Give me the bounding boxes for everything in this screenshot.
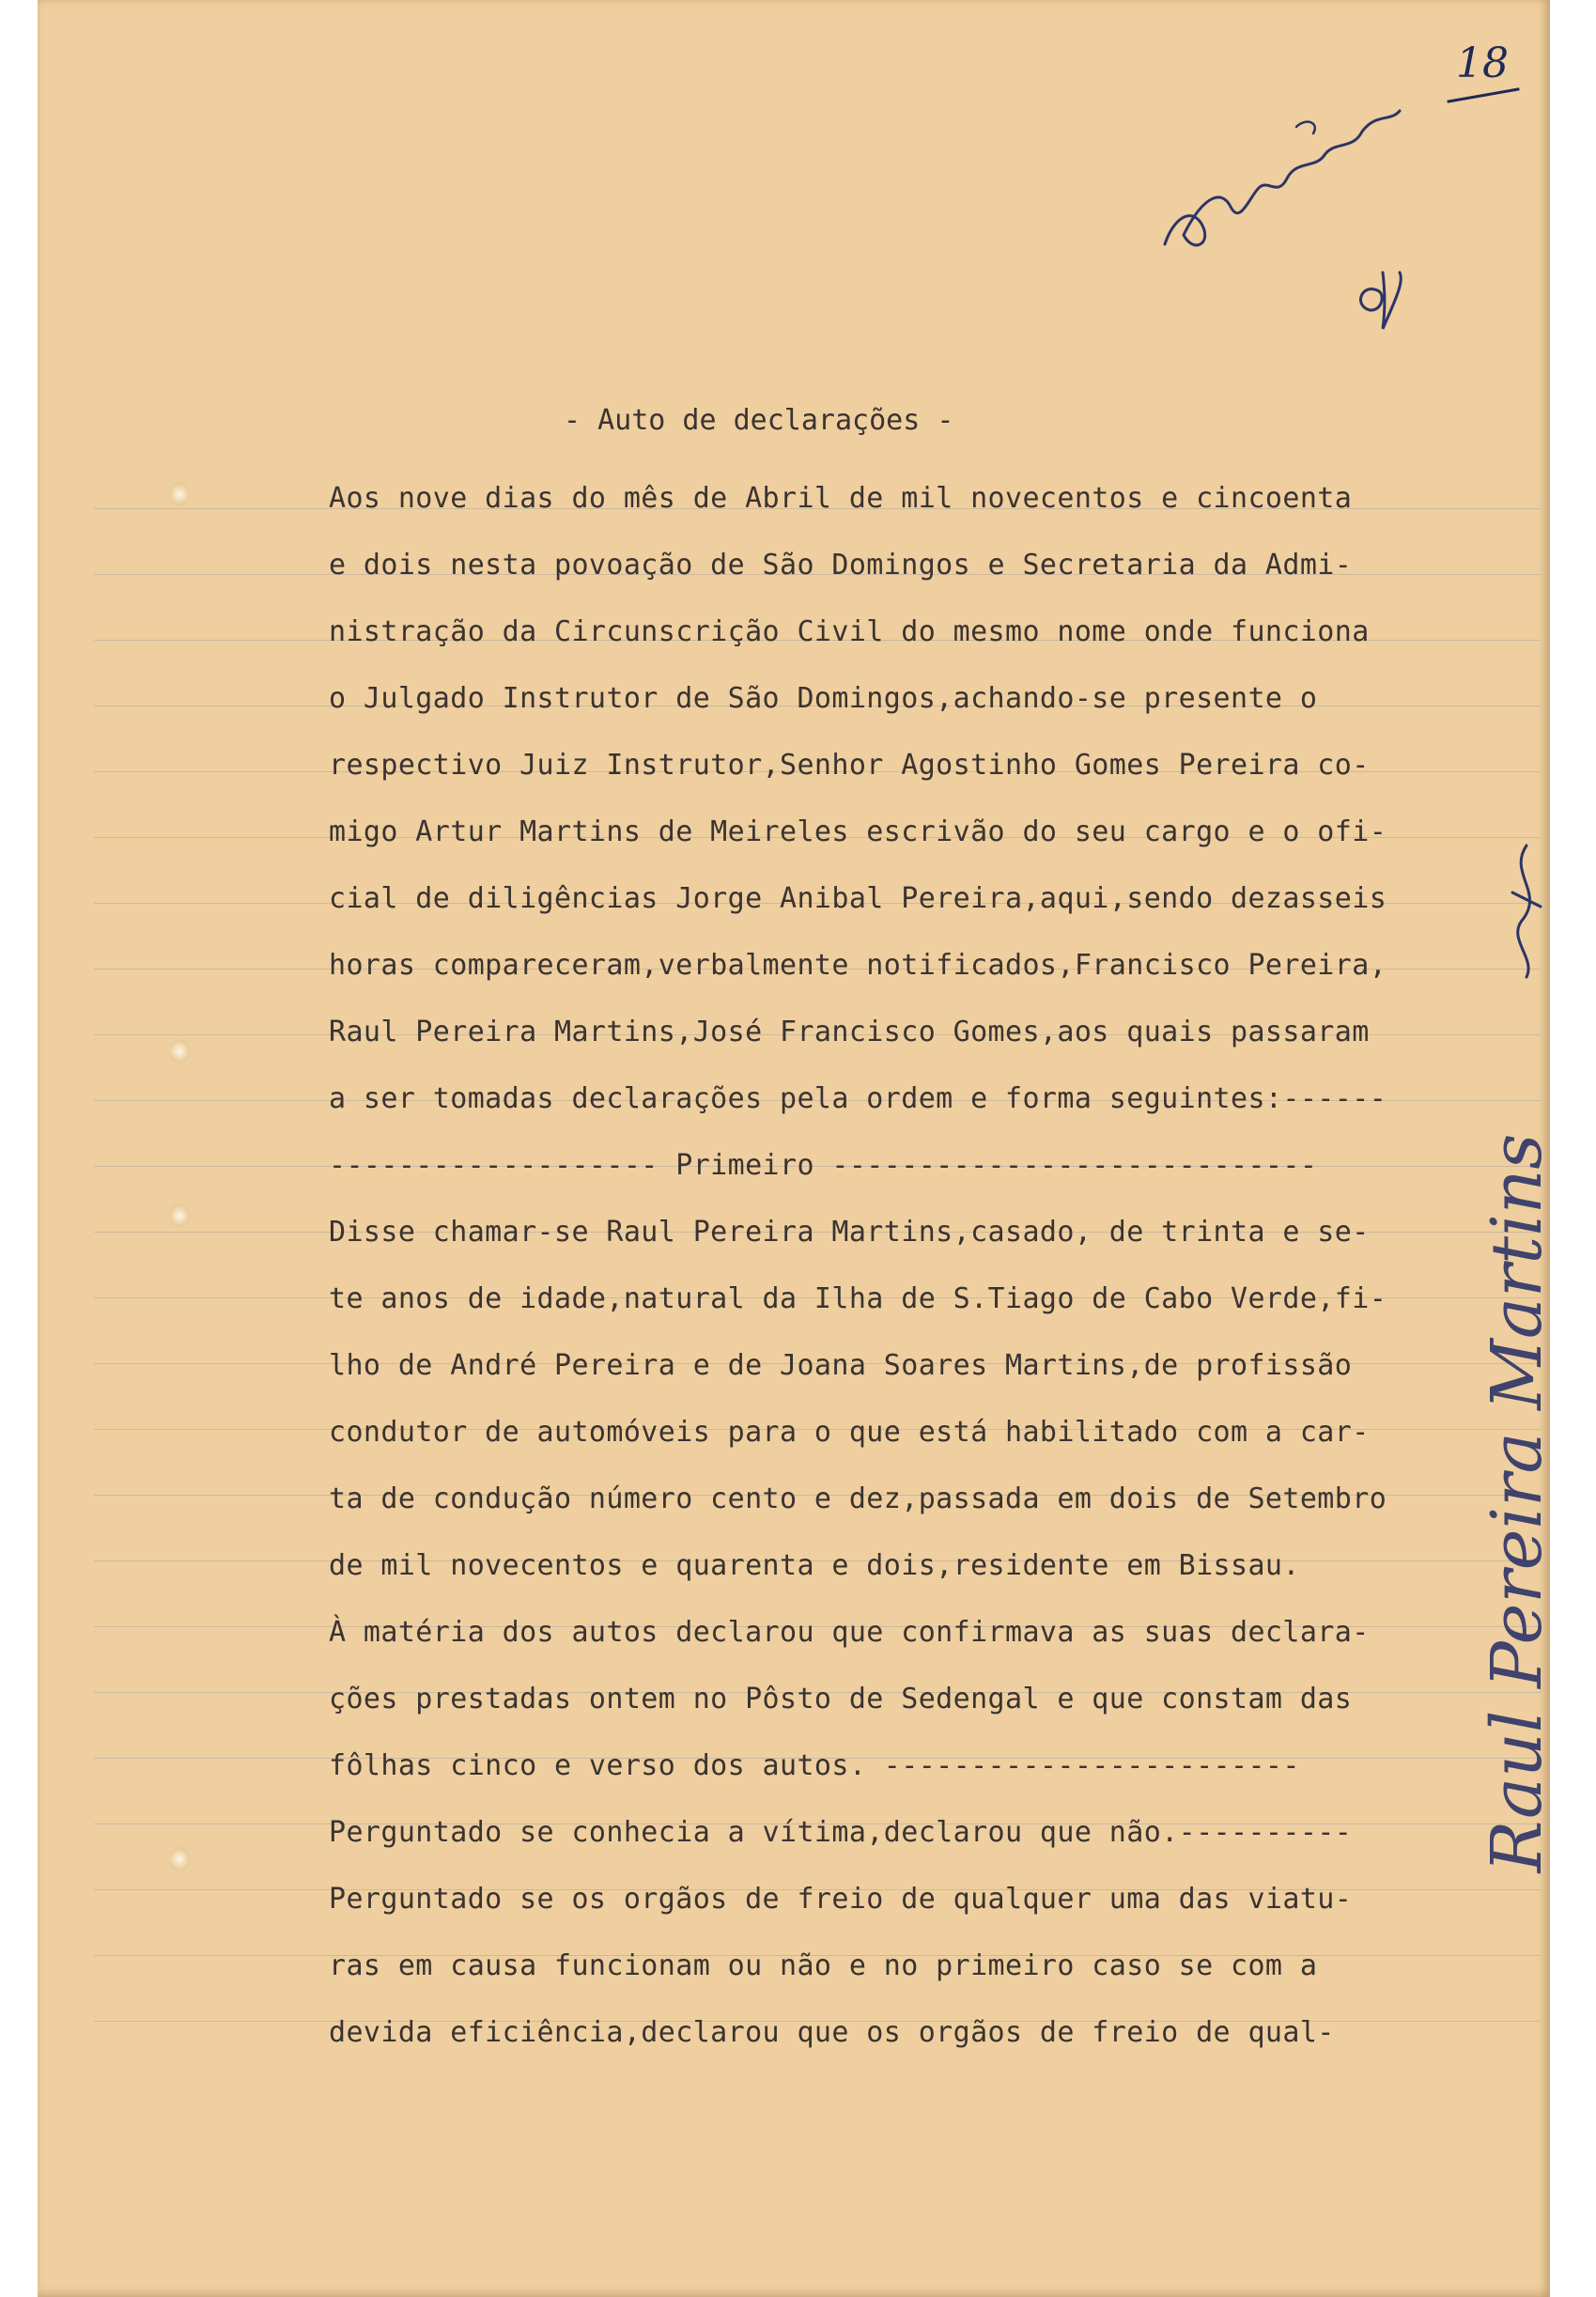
body-text xyxy=(329,473,1387,2074)
body-line: e dois nesta povoação de São Domingos e Secretaria da Admi- xyxy=(329,549,1353,582)
signature-text: Raul Pereira Martins xyxy=(1477,1133,1557,1873)
handwritten-initials xyxy=(1343,263,1418,338)
page-number-underline xyxy=(1447,87,1519,102)
section-heading: ------------------- Primeiro ---------------------------- xyxy=(329,1149,1318,1182)
body-line: À matéria dos autos declarou que confirmava as suas declara- xyxy=(329,1616,1370,1649)
punch-hole xyxy=(169,1038,190,1064)
body-line: Disse chamar-se Raul Pereira Martins,casado, de trinta e se- xyxy=(329,1216,1370,1249)
body-line: Aos nove dias do mês de Abril de mil novecentos e cincoenta xyxy=(329,482,1353,515)
body-line: migo Artur Martins de Meireles escrivão do seu cargo e o ofi- xyxy=(329,815,1387,848)
signature xyxy=(1461,1090,1573,1917)
document-title: - Auto de declarações - xyxy=(564,404,954,437)
page-number: 18 xyxy=(1456,39,1509,87)
body-line: o Julgado Instrutor de São Domingos,achando-se presente o xyxy=(329,682,1318,715)
body-line: ta de condução número cento e dez,passada em dois de Setembro xyxy=(329,1482,1387,1515)
body-line: respectivo Juiz Instrutor,Senhor Agostinho Gomes Pereira co- xyxy=(329,749,1370,782)
body-line: ras em causa funcionam ou não e no primeiro caso se com a xyxy=(329,1949,1318,1982)
body-line: condutor de automóveis para o que está habilitado com a car- xyxy=(329,1416,1370,1449)
body-line: fôlhas cinco e verso dos autos. ------------------------ xyxy=(329,1749,1300,1782)
margin-initials xyxy=(1498,836,1555,986)
body-line: horas compareceram,verbalmente notificados,Francisco Pereira, xyxy=(329,949,1387,982)
body-line: te anos de idade,natural da Ilha de S.Tiago de Cabo Verde,fi- xyxy=(329,1282,1387,1315)
body-line: lho de André Pereira e de Joana Soares Martins,de profissão xyxy=(329,1349,1353,1382)
body-line: a ser tomadas declarações pela ordem e forma seguintes:------ xyxy=(329,1082,1387,1115)
punch-hole xyxy=(169,1203,190,1229)
body-line: nistração da Circunscrição Civil do mesmo nome onde funciona xyxy=(329,615,1370,648)
body-line: devida eficiência,declarou que os orgãos de freio de qual- xyxy=(329,2016,1335,2049)
body-line: Perguntado se os orgãos de freio de qualquer uma das viatu- xyxy=(329,1883,1353,1916)
punch-hole xyxy=(169,481,190,507)
body-line: cial de diligências Jorge Anibal Pereira,aqui,sendo dezasseis xyxy=(329,882,1387,915)
body-line: Perguntado se conhecia a vítima,declarou que não.---------- xyxy=(329,1816,1353,1849)
body-line: ções prestadas ontem no Pôsto de Sedengal e que constam das xyxy=(329,1683,1353,1715)
body-line: Raul Pereira Martins,José Francisco Gomes,aos quais passaram xyxy=(329,1016,1370,1048)
body-line: de mil novecentos e quarenta e dois,residente em Bissau. xyxy=(329,1549,1300,1582)
handwritten-scribble xyxy=(1155,103,1437,263)
punch-hole xyxy=(169,1846,190,1872)
